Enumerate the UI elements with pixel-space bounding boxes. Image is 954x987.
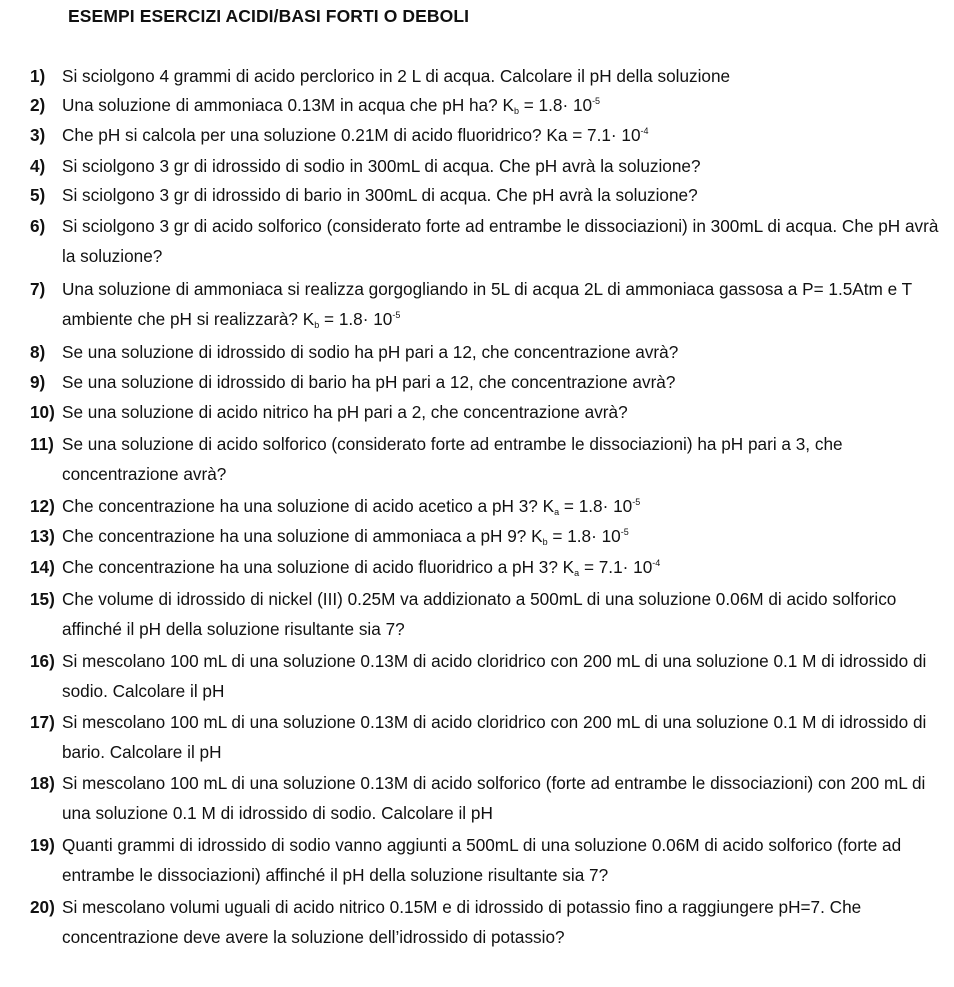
exercise-statement: Che volume di idrossido di nickel (III) 0.25M va addizionato a 500mL di una soluzione 0.06M di acido solforico affinché il pH della soluzione risultante sia 7? [62,589,897,639]
exercise-number: 19) [30,835,55,855]
exercise-text [62,553,942,583]
exercise-number: 13) [30,526,55,546]
exercise-statement: Si sciolgono 3 gr di idrossido di sodio in 300mL di acqua. Che pH avrà la soluzione? [62,156,701,176]
exercise-text [62,430,942,489]
exercise-text [62,893,942,952]
constant-value: = 7.1· 10 [583,557,653,577]
exercise-text [62,121,942,151]
constant-value: = 1.8· 10 [324,308,393,329]
exercise-number: 20) [30,897,55,917]
exercise-text [62,368,942,398]
exercise-number: 2) [30,95,46,115]
constant-exponent: -5 [632,497,641,507]
equilibrium-constant [531,526,629,546]
exercise-number: 6) [30,216,46,236]
exercise-statement: Si sciolgono 4 grammi di acido perclorico in 2 L di acqua. Calcolare il pH della soluzione [62,66,731,86]
exercise-number: 11) [30,434,54,454]
equilibrium-constant [563,557,661,577]
exercise-text [62,212,942,271]
constant-subscript: b [314,319,320,330]
exercise-text [62,708,942,767]
exercise-statement: Quanti grammi di idrossido di sodio vanno aggiunti a 500mL di una soluzione 0.06M di acido solforico (forte ad entrambe le dissociazioni) affinché il pH della soluzione risultante sia 7? [62,835,902,885]
constant-exponent: -5 [620,527,629,537]
constant-value: = 7.1· 10 [572,125,641,145]
equilibrium-constant [543,496,641,516]
constant-subscript: b [542,537,548,547]
constant-value: = 1.8· 10 [523,95,593,115]
equilibrium-constant [502,95,600,115]
exercise-statement: Una soluzione di ammoniaca 0.13M in acqua che pH ha? [62,95,498,115]
exercise-statement: Che concentrazione ha una soluzione di acido acetico a pH 3? [62,496,538,516]
exercise-text [62,585,942,644]
exercise-number: 4) [30,156,46,176]
constant-subscript: b [513,106,519,116]
exercise-number: 16) [30,651,55,671]
exercise-text [62,181,942,211]
constant-exponent: -4 [640,126,649,136]
exercise-text [62,91,942,121]
exercise-text [62,831,942,890]
exercise-statement: Se una soluzione di acido nitrico ha pH pari a 2, che concentrazione avrà? [62,402,628,422]
exercise-number: 9) [30,372,46,392]
exercise-statement: Se una soluzione di idrossido di bario ha pH pari a 12, che concentrazione avrà? [62,372,676,392]
constant-exponent: -4 [652,558,661,568]
exercise-statement: Si sciolgono 3 gr di idrossido di bario in 300mL di acqua. Che pH avrà la soluzione? [62,185,698,205]
exercise-number: 7) [30,279,46,299]
constant-symbol: K [502,95,514,115]
exercise-number: 8) [30,342,46,362]
exercise-text [62,398,942,428]
constant-subscript: a [554,507,560,517]
exercise-number: 15) [30,589,55,609]
exercise-text [62,492,942,522]
exercise-text [62,338,942,368]
constant-exponent: -5 [392,309,401,320]
exercise-statement: Si mescolano 100 mL di una soluzione 0.13M di acido cloridrico con 200 mL di una soluzione 0.1 M di idrossido di sodio. Calcolare il pH [62,651,927,701]
constant-symbol: K [531,526,543,546]
exercise-statement: Si mescolano 100 mL di una soluzione 0.13M di acido cloridrico con 200 mL di una soluzione 0.1 M di idrossido di bario. Calcolare il pH [62,712,927,762]
exercise-number: 18) [30,773,55,793]
exercise-number: 12) [30,496,55,516]
exercise-statement: Che pH si calcola per una soluzione 0.21M di acido fluoridrico? [62,125,542,145]
exercise-text [62,769,942,828]
constant-value: = 1.8· 10 [563,496,633,516]
exercise-number: 1) [30,66,46,86]
exercise-statement: Si mescolano volumi uguali di acido nitrico 0.15M e di idrossido di potassio fino a raggiungere pH=7. Che concentrazione deve avere la soluzione dell’idrossido di potassio? [62,897,862,947]
exercise-number: 10) [30,402,55,422]
exercise-statement: Che concentrazione ha una soluzione di ammoniaca a pH 9? [62,526,527,546]
exercise-number: 17) [30,712,55,732]
exercise-statement: Una soluzione di ammoniaca si realizza gorgogliando in 5L di acqua 2L di ammoniaca gassosa a P= 1.5Atm e T ambiente che pH si realizzarà? [62,279,912,329]
exercise-number: 3) [30,125,46,145]
constant-subscript: a [574,568,580,578]
equilibrium-constant [546,125,648,145]
exercise-number: 5) [30,185,46,205]
exercise-statement: Si mescolano 100 mL di una soluzione 0.13M di acido solforico (forte ad entrambe le dissociazioni) con 200 mL di una soluzione 0.1 M di idrossido di sodio. Calcolare il pH [62,773,926,823]
exercise-text [62,152,942,182]
exercise-statement: Se una soluzione di acido solforico (considerato forte ad entrambe le dissociazioni) ha pH pari a 3, che concentrazione avrà? [62,434,843,484]
exercise-text [62,522,942,552]
exercise-statement: Se una soluzione di idrossido di sodio ha pH pari a 12, che concentrazione avrà? [62,342,679,362]
equilibrium-constant [303,309,401,329]
page-title: ESEMPI ESERCIZI ACIDI/BASI FORTI O DEBOLI [68,6,470,26]
exercise-statement: Si sciolgono 3 gr di acido solforico (considerato forte ad entrambe le dissociazioni) in 300mL di acqua. Che pH avrà la soluzione? [62,216,939,266]
constant-value: = 1.8· 10 [552,526,621,546]
exercise-statement: Che concentrazione ha una soluzione di acido fluoridrico a pH 3? [62,557,558,577]
exercise-number: 14) [30,557,55,577]
constant-symbol: K [562,557,575,577]
constant-symbol: K [302,308,315,329]
exercise-text [62,647,942,706]
exercise-text [62,275,942,334]
exercise-text [62,62,942,92]
constant-symbol: K [542,496,555,516]
constant-symbol: Ka [546,125,568,145]
constant-exponent: -5 [592,96,601,106]
